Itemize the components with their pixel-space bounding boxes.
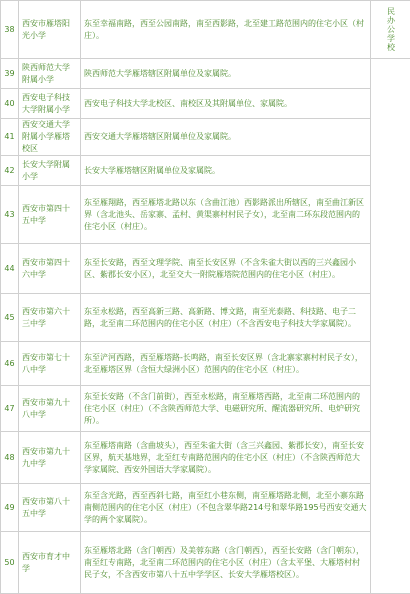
school-name: 西安市第七十八中学: [19, 342, 81, 386]
row-number: 38: [1, 1, 19, 59]
enrollment-area: 陕西师范大学雁塔辖区附属单位及家属院。: [81, 59, 371, 89]
school-name: 西安电子科技大学附属小学: [19, 89, 81, 119]
school-name: 西安市第九十八中学: [19, 386, 81, 432]
school-name: 西安交通大学附属小学雁塔校区: [19, 119, 81, 156]
row-number: 42: [1, 156, 19, 186]
school-name: 西安市第四十五中学: [19, 186, 81, 244]
enrollment-area: 东至雁塔南路（含曲坡头），西至朱雀大街（含三兴鑫园、紫郡长安），南至长安区界，航天基地界，北至红专南路范围内的住宅小区（村庄）（不含陕西师范大学家属院、西安外国语大学家属院）。: [81, 432, 371, 484]
row-number: 47: [1, 386, 19, 432]
row-number: 43: [1, 186, 19, 244]
row-number: 41: [1, 119, 19, 156]
row-number: 50: [1, 532, 19, 594]
enrollment-area: 东至雁塔北路（含门朝西）及美蓉东路（含门朝西），西至长安路（含门朝东），南至红专南路，北至南二环范围内的住宅小区（村庄）（含太平堡、大雁塔村村民子女，不含西安市第八十五中学学区、长安大学雁塔校区）。: [81, 532, 371, 594]
table-row: [1, 484, 410, 532]
school-name: 长安大学附属小学: [19, 156, 81, 186]
enrollment-area: 东至雁翔路，西至雁塔北路以东（含曲江池）西影路派出所辖区，南至曲江新区界（含北池头、岳家寨、孟村、黄渠寨村村民子女），北至南二环东段范围内的住宅小区（村庄）。: [81, 186, 371, 244]
table-row: [1, 1, 410, 59]
school-name: 西安市第四十六中学: [19, 244, 81, 294]
table-row: [1, 342, 410, 386]
school-name: 陕西师范大学附属小学: [19, 59, 81, 89]
row-number: 46: [1, 342, 19, 386]
enrollment-area: 东至浐河西路，西至雁塔路-长鸣路，南至长安区界（含北寨家寨村村民子女），北至雁塔区界（含恒大绿洲小区）范围内的住宅小区（村庄）。: [81, 342, 371, 386]
row-number: 48: [1, 432, 19, 484]
school-type-label: 民办公学校: [386, 7, 396, 52]
table-row: [1, 89, 410, 119]
table-row: [1, 386, 410, 432]
enrollment-area: 西安电子科技大学北校区、南校区及其附属单位、家属院。: [81, 89, 371, 119]
type-column-blank: [371, 59, 410, 594]
table-row: [1, 532, 410, 594]
school-type: [371, 1, 410, 59]
table-row: [1, 119, 410, 156]
row-number: 39: [1, 59, 19, 89]
enrollment-area: 东至长安路，西至文理学院、南至长安区界（不含朱雀大街以西的三兴鑫园小区、紫郡长安小区），北至交大一附院雁塔院范围内的住宅小区（村庄）。: [81, 244, 371, 294]
table-row: [1, 156, 410, 186]
enrollment-area: 东至幸福南路，西至公园南路，南至西影路，北至建工路范围内的住宅小区（村庄）。: [81, 1, 371, 59]
enrollment-area: 长安大学雁塔辖区附属单位及家属院。: [81, 156, 371, 186]
row-number: 49: [1, 484, 19, 532]
enrollment-area: 西安交通大学雁塔辖区附属单位及家属院。: [81, 119, 371, 156]
school-name: 西安市雁塔阳光小学: [19, 1, 81, 59]
enrollment-area: 东至含光路，西至西斜七路，南至红小巷东侧，南至雁塔路北侧，北至小寨东路南侧范围内的住宅小区（村庄）（不包含翠华路214号和翠华路195号西安交通大学的两个家属院）。: [81, 484, 371, 532]
school-name: 西安市第九十九中学: [19, 432, 81, 484]
table-row: [1, 59, 410, 89]
enrollment-area: 东至长安路（不含门前街），西至永松路，南至雁塔西路，北至南二环范围内的住宅小区（村庄）（不含陕西师范大学、电磁研究所、醒流器研究所、电炉研究所）。: [81, 386, 371, 432]
row-number: 45: [1, 294, 19, 342]
school-name: 西安市育才中学: [19, 532, 81, 594]
school-name: 西安市第六十三中学: [19, 294, 81, 342]
enrollment-area: 东至永松路，西至高新三路、高新路、博文路，南至光泰路、科技路、电子二路，北至南二环范围内的住宅小区（村庄）（不含西安电子科技大学家属院）。: [81, 294, 371, 342]
table-row: [1, 244, 410, 294]
row-number: 44: [1, 244, 19, 294]
table-row: [1, 294, 410, 342]
table-row: [1, 186, 410, 244]
row-number: 40: [1, 89, 19, 119]
table-row: [1, 432, 410, 484]
school-name: 西安市第八十五中学: [19, 484, 81, 532]
